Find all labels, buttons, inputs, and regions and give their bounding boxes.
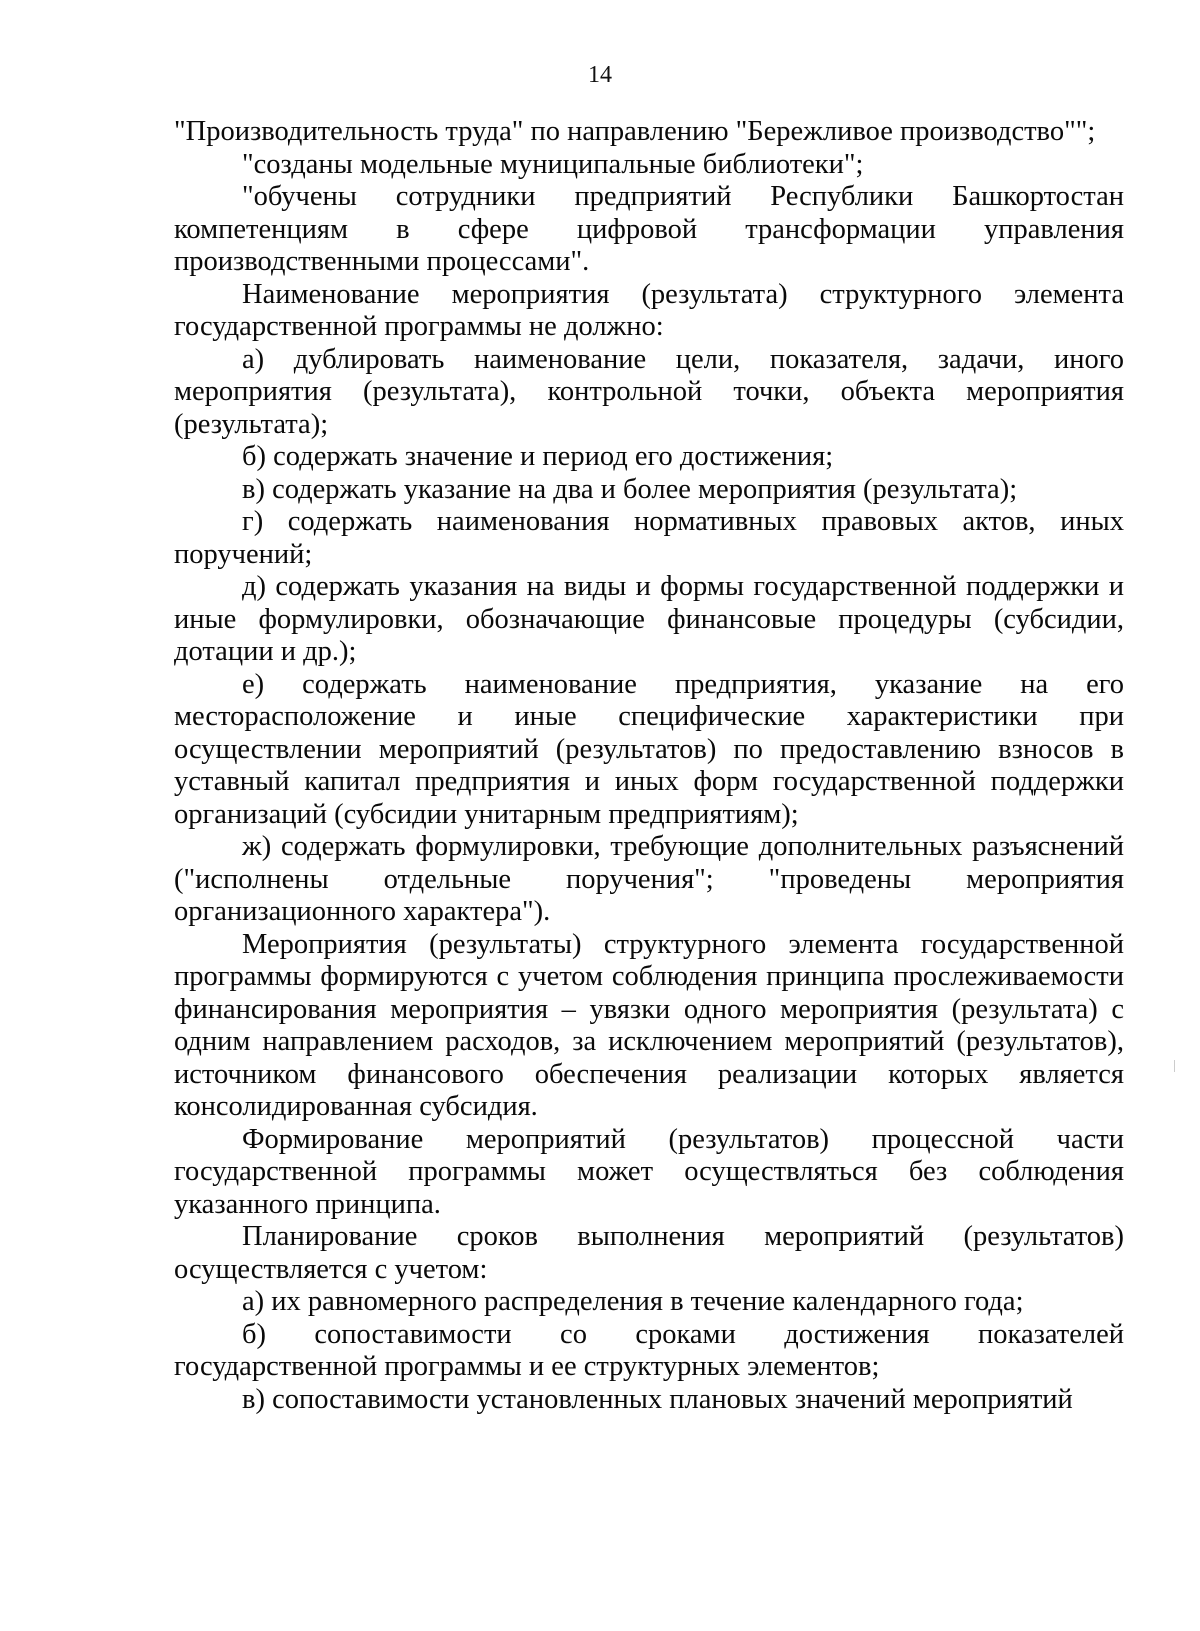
paragraph: в) сопоставимости установленных плановых значений мероприятий [242,1383,1073,1415]
paragraph: а) их равномерного распределения в течение календарного года; [242,1286,1024,1317]
paragraph: "созданы модельные муниципальные библиотеки"; [242,148,864,180]
paragraph: ж) содержать формулировки, требующие дополнительных разъяснений ("исполнены отдельные поручения"; "проведены мероприятия организационного характера"). [174,831,1124,927]
scan-edge-mark [1174,1060,1175,1072]
paragraph: Наименование мероприятия (результата) структурного элемента государственной программы не должно: [174,278,1124,342]
paragraph: д) содержать указания на виды и формы государственной поддержки и иные формулировки, обозначающие финансовые процедуры (субсидии, дотации и др.); [174,571,1124,667]
paragraph: Мероприятия (результаты) структурного элемента государственной программы формируются с учетом соблюдения принципа прослеживаемости финансирования мероприятия – увязки одного мероприятия (результата) с одним направлением расходов, за исключением мероприятий (результатов), источником финансового обеспечения реализации которых является консолидированная субсидия. [174,928,1124,1122]
paragraph: "обучены сотрудники предприятий Республики Башкортостан компетенциям в сфере цифровой трансформации управления производственными процессами". [174,181,1124,277]
paragraph: г) содержать наименования нормативных правовых актов, иных поручений; [174,506,1124,570]
paragraph: а) дублировать наименование цели, показателя, задачи, иного мероприятия (результата), контрольной точки, объекта мероприятия (результата); [174,343,1124,440]
page-number: 14 [588,62,612,88]
document-body [174,116,1124,1416]
paragraph: Планирование сроков выполнения мероприятий (результатов) осуществляется с учетом: [174,1221,1124,1285]
paragraph: Формирование мероприятий (результатов) процессной части государственной программы может осуществляться без соблюдения указанного принципа. [174,1123,1124,1220]
paragraph: е) содержать наименование предприятия, указание на его месторасположение и иные специфические характеристики при осуществлении мероприятий (результатов) по предоставлению взносов в уставный капитал предприятия и иных форм государственной поддержки организаций (субсидии унитарным предприятиям); [174,668,1124,830]
paragraph: б) сопоставимости со сроками достижения показателей государственной программы и ее структурных элементов; [174,1318,1124,1382]
paragraph: "Производительность труда" по направлению "Бережливое производство""; [174,116,1096,147]
paragraph: б) содержать значение и период его достижения; [242,441,834,472]
paragraph: в) содержать указание на два и более мероприятия (результата); [242,473,1018,505]
